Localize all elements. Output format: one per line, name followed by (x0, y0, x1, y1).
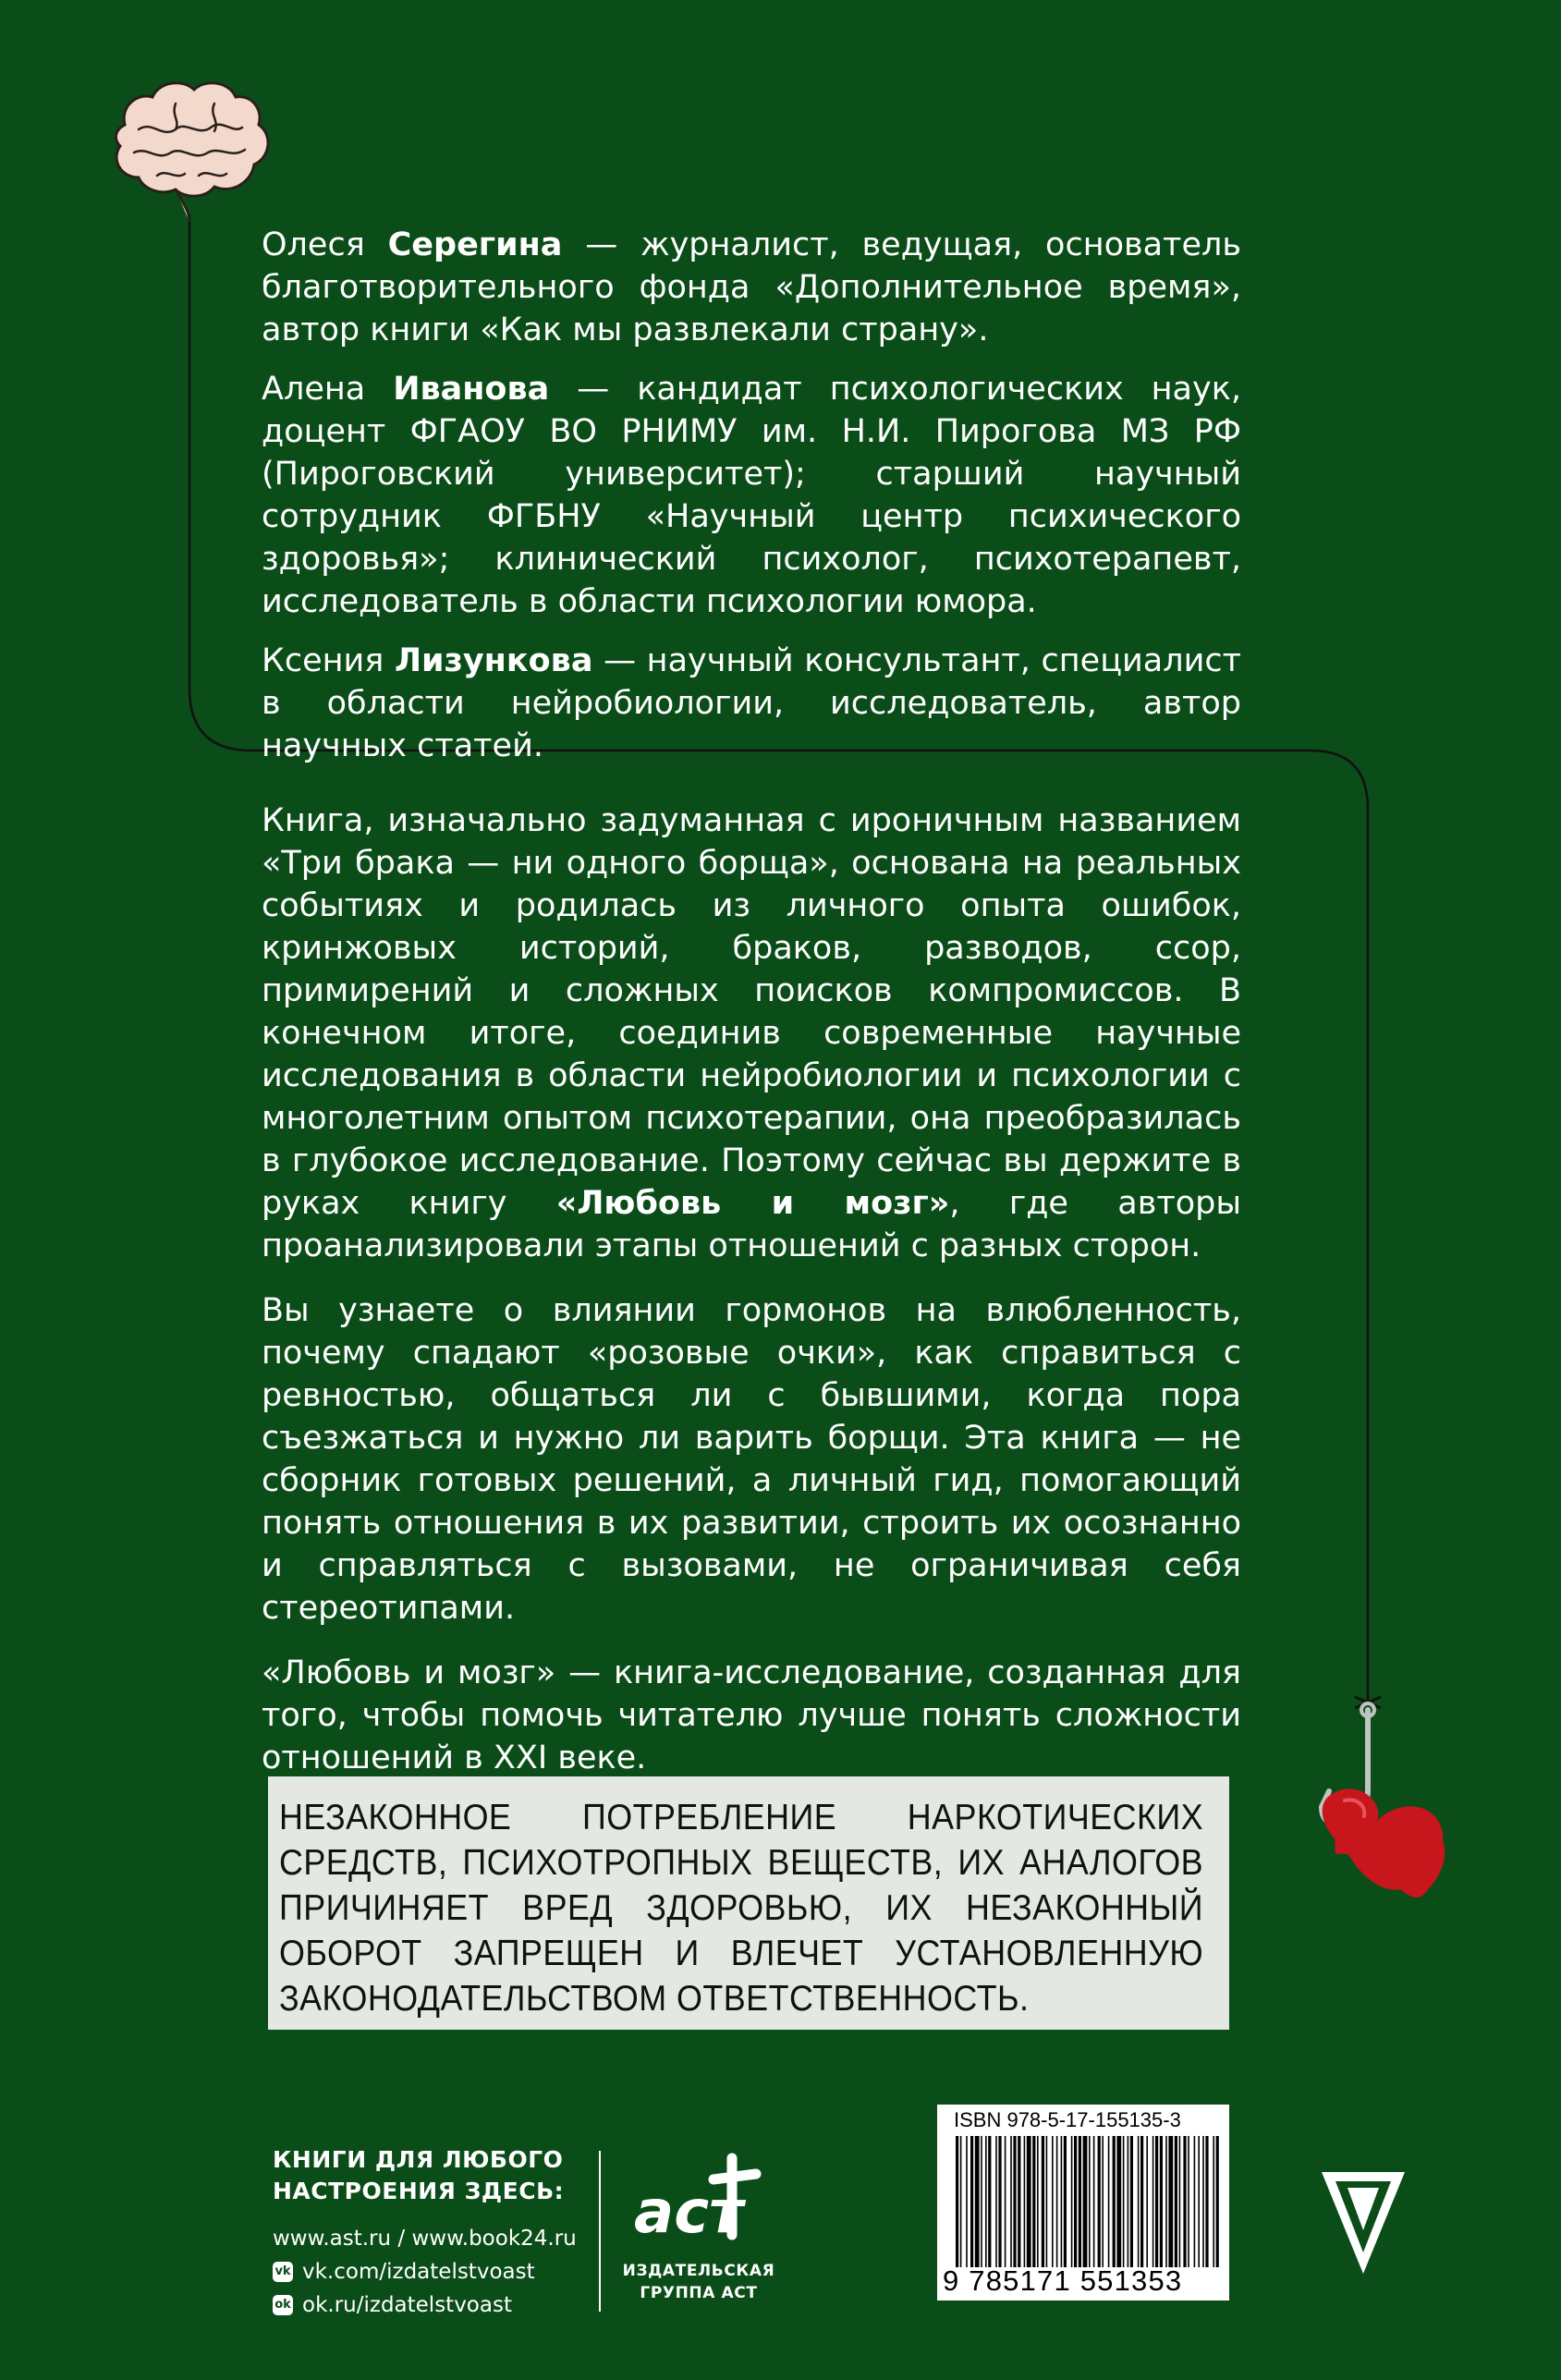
author-last-name: Лизункова (394, 642, 593, 679)
imprint-v-logo-icon (1317, 2167, 1409, 2278)
barcode-bar (1032, 2136, 1035, 2267)
barcode-bar (1155, 2136, 1158, 2267)
footer-heading: КНИГИ ДЛЯ ЛЮБОГО НАСТРОЕНИЯ ЗДЕСЬ: (273, 2146, 565, 2204)
barcode-bar (1027, 2136, 1031, 2267)
barcode-bar (1183, 2136, 1186, 2267)
barcode-bar (956, 2136, 958, 2267)
legal-warning-box (268, 1776, 1229, 2030)
barcode-bar (1010, 2136, 1012, 2267)
barcode-bar (1140, 2136, 1143, 2267)
barcode-bar (1018, 2136, 1020, 2267)
barcode-bar (1064, 2136, 1067, 2267)
description-section (262, 799, 1241, 1779)
description-paragraph-1: Книга, изначально задуманная с ироничным названием «Три брака — ни одного борща», основана на реальных событиях и родилась из личного опыта ошибок, кринжовых историй, браков, разводов, ссор, примирений и сложных поисков компромиссов. В конечном итоге, соединив современные научные исследования в области нейробиологии и психологии с многолетним опытом психотерапии, она преобразилась в глубокое исследование. Поэтому сейчас вы держите в руках книгу «Любовь и мозг», где авторы проанализировали этапы отношений с разных сторон. (262, 802, 1241, 1264)
author-description: — научный консультант, специалист в области нейробиологии, исследователь, автор научных статей. (262, 642, 1241, 764)
barcode-bar (1046, 2136, 1048, 2267)
barcode-bar (1188, 2136, 1189, 2267)
footer-divider (599, 2151, 601, 2312)
barcode-bar (1198, 2136, 1200, 2267)
barcode-bar (1175, 2136, 1177, 2267)
barcode-bar (1074, 2136, 1077, 2267)
author-description: — кандидат психологических наук, доцент ФГАОУ ВО РНИМУ им. Н.И. Пирогова МЗ РФ (Пироговский университет); старший научный сотрудник ФГБНУ «Научный центр психического здоровья»; клинический психолог, психотерапевт, исследователь в области психологии юмора. (262, 371, 1241, 620)
author-first-name: Олеся (262, 226, 365, 263)
barcode-bar (1179, 2136, 1181, 2267)
ok-link[interactable]: ok ok.ru/izdatelstvoast (273, 2288, 587, 2322)
barcode-bars (956, 2136, 1219, 2267)
barcode-bar (988, 2136, 991, 2267)
isbn-barcode (937, 2105, 1229, 2301)
barcode-bar (1056, 2136, 1058, 2267)
websites-link[interactable]: www.ast.ru / www.book24.ru (273, 2227, 577, 2251)
barcode-bar (960, 2136, 962, 2267)
barcode-bar (1165, 2136, 1167, 2267)
author-serегина (262, 224, 1241, 351)
barcode-bar (1071, 2136, 1073, 2267)
author-first-name: Алена (262, 371, 366, 408)
svg-text:аст: аст (634, 2179, 744, 2247)
vk-icon: vk (273, 2262, 293, 2282)
publisher-name: ИЗДАТЕЛЬСКАЯ ГРУППА АСТ (622, 2262, 775, 2302)
barcode-bar (1052, 2136, 1054, 2267)
barcode-bar (1024, 2136, 1026, 2267)
barcode-bar (981, 2136, 982, 2267)
ok-icon: ok (273, 2295, 293, 2315)
barcode-bar (1116, 2136, 1121, 2267)
book-title: «Любовь и мозг» (555, 1185, 950, 1222)
barcode-bar (1138, 2136, 1140, 2267)
barcode-bar (998, 2136, 1001, 2267)
barcode-bar (966, 2136, 968, 2267)
vk-link[interactable]: vk vk.com/izdatelstvoast (273, 2255, 587, 2288)
barcode-bar (1146, 2136, 1148, 2267)
brain-icon (116, 83, 268, 222)
author-last-name: Иванова (393, 371, 550, 408)
legal-warning-text: НЕЗАКОННОЕ ПОТРЕБЛЕНИЕ НАРКОТИЧЕСКИХ СРЕДСТВ, ПСИХОТРОПНЫХ ВЕЩЕСТВ, ИХ АНАЛОГОВ ПРИЧИНЯЕТ ВРЕД ЗДОРОВЬЮ, ИХ НЕЗАКОННЫЙ ОБОРОТ ЗАПРЕЩЕН И ВЛЕЧЕТ УСТАНОВЛЕННУЮ ЗАКОНОДАТЕЛЬСТВОМ ОТВЕТСТВЕННОСТЬ. (279, 1798, 1204, 2019)
barcode-bar (1123, 2136, 1125, 2267)
publisher-logo-icon (628, 2144, 776, 2255)
isbn-label: ISBN 978-5-17-155135-3 (954, 2108, 1181, 2131)
description-paragraph-3: «Любовь и мозг» — книга-исследование, созданная для того, чтобы помочь читателю лучше понять сложности отношений в XXI веке. (262, 1654, 1241, 1776)
author-first-name: Ксения (262, 642, 384, 679)
barcode-bar (1168, 2136, 1173, 2267)
barcode-bar (1113, 2136, 1116, 2267)
barcode-bar (1061, 2136, 1063, 2267)
barcode-bar (1108, 2136, 1110, 2267)
authors-section (262, 224, 1241, 767)
publisher-links (273, 2144, 587, 2322)
barcode-bar (1093, 2136, 1095, 2267)
barcode-bar (1013, 2136, 1016, 2267)
barcode-bar (1194, 2136, 1196, 2267)
author-last-name: Серегина (387, 226, 563, 263)
barcode-bar (1213, 2136, 1214, 2267)
barcode-bar (1037, 2136, 1039, 2267)
isbn-digits: 9 785171 551353 (943, 2264, 1183, 2297)
barcode-bar (1205, 2136, 1208, 2267)
barcode-bar (1102, 2136, 1104, 2267)
barcode-bar (1216, 2136, 1219, 2267)
heart-icon (1323, 1788, 1445, 1898)
barcode-bar (970, 2136, 973, 2267)
barcode-bar (1042, 2136, 1044, 2267)
barcode-bar (1098, 2136, 1101, 2267)
barcode-bar (1089, 2136, 1091, 2267)
author-lizunkova (262, 640, 1241, 767)
author-ivanova (262, 368, 1241, 623)
barcode-bar (1079, 2136, 1081, 2267)
author-description: — журналист, ведущая, основатель благотворительного фонда «Дополнительное время», автор книги «Как мы развлекали страну». (262, 226, 1241, 348)
description-paragraph-2: Вы узнаете о влиянии гормонов на влюбленность, почему спадают «розовые очки», как справиться с ревностью, общаться ли с бывшими, когда пора съезжаться и нужно ли варить борщи. Эта книга — не сборник готовых решений, а личный гид, помогающий понять отношения в их развитии, строить их осознанно и справляться с вызовами, не ограничивая себя стереотипами. (262, 1292, 1241, 1627)
barcode-bar (1128, 2136, 1129, 2267)
barcode-bar (975, 2136, 980, 2267)
barcode-bar (1202, 2136, 1204, 2267)
barcode-bar (1005, 2136, 1006, 2267)
barcode-bar (995, 2136, 997, 2267)
barcode-bar (1083, 2136, 1088, 2267)
barcode-bar (985, 2136, 987, 2267)
barcode-bar (1152, 2136, 1154, 2267)
barcode-bar (1160, 2136, 1163, 2267)
barcode-bar (1130, 2136, 1133, 2267)
